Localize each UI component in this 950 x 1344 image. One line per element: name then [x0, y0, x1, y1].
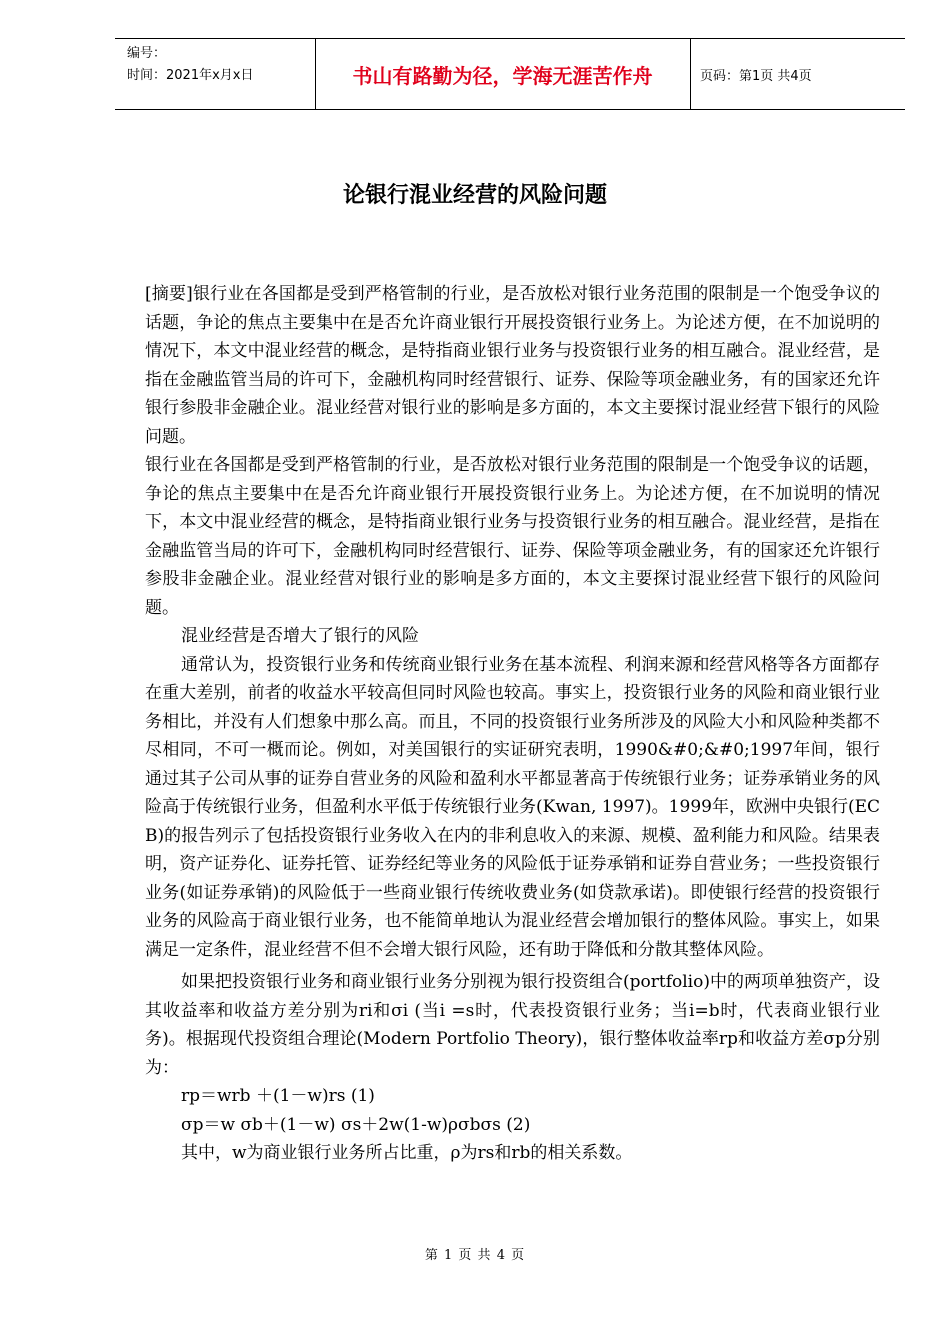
header-meta [127, 43, 253, 87]
body-paragraph: 其中，w为商业银行业务所占比重，ρ为rs和rb的相关系数。 [181, 1143, 633, 1163]
page-number-label: 页码：第1页 共4页 [700, 69, 812, 84]
number-label: 编号： [127, 46, 167, 61]
document-body [145, 280, 880, 1168]
formula-2: σp＝w σb＋(1－w) σs＋2w(1-w)ρσbσs (2) [181, 1114, 531, 1135]
formula-1: rp＝wrb ＋(1－w)rs (1) [181, 1086, 375, 1106]
document-title: 论银行混业经营的风险问题 [342, 183, 607, 208]
header-motto: 书山有路勤为径，学海无涯苦作舟 [352, 63, 653, 88]
abstract-paragraph: [摘要]银行业在各国都是受到严格管制的行业，是否放松对银行业务范围的限制是一个饱受争议的话题，争论的焦点主要集中在是否允许商业银行开展投资银行业务上。为论述方便，在不加说明的情况下，本文中混业经营的概念，是特指商业银行业务与投资银行业务的相互融合。混业经营，是指在金融监管当局的许可下，金融机构同时经营银行、证券、保险等项金融业务，有的国家还允许银行参股非金融企业。混业经营对银行业的影响是多方面的，本文主要探讨混业经营下银行的风险问题。 [145, 284, 880, 447]
body-paragraph: 通常认为，投资银行业务和传统商业银行业务在基本流程、利润来源和经营风格等各方面都存在重大差别，前者的收益水平较高但同时风险也较高。事实上，投资银行业务的风险和商业银行业务相比，并没有人们想象中那么高。而且，不同的投资银行业务所涉及的风险大小和风险种类都不尽相同，不可一概而论。例如，对美国银行的实证研究表明，1990&#0;&#0;1997年间，银行通过其子公司从事的证券自营业务的风险和盈利水平都显著高于传统银行业务；证券承销业务的风险高于传统银行业务，但盈利水平低于传统银行业务(Kwan, 1997)。1999年，欧洲中央银行(ECB)的报告列示了包括投资银行业务收入在内的非利息收入的来源、规模、盈利能力和风险。结果表明，资产证券化、证券托管、证券经纪等业务的风险低于证券承销和证券自营业务；一些投资银行业务(如证券承销)的风险低于一些商业银行传统收费业务(如贷款承诺)。即使银行经营的投资银行业务的风险高于商业银行业务，也不能简单地认为混业经营会增加银行的整体风险。事实上，如果满足一定条件，混业经营不但不会增大银行风险，还有助于降低和分散其整体风险。 [145, 654, 880, 960]
body-paragraph: 如果把投资银行业务和商业银行业务分别视为银行投资组合(portfolio)中的两项单独资产，设其收益率和收益方差分别为ri和σi (当i =s时，代表投资银行业务；当i=b时，代表商业银行业务)。根据现代投资组合理论(Modern Portfolio Theory)，银行整体收益率rp和收益方差σp分别为： [145, 972, 880, 1078]
time-label: 时间：2021年x月x日 [127, 68, 254, 83]
section-heading: 混业经营是否增大了银行的风险 [181, 626, 419, 646]
header-divider [690, 39, 691, 109]
body-paragraph: 银行业在各国都是受到严格管制的行业，是否放松对银行业务范围的限制是一个饱受争议的话题，争论的焦点主要集中在是否允许商业银行开展投资银行业务上。为论述方便，在不加说明的情况下，本文中混业经营的概念，是特指商业银行业务与投资银行业务的相互融合。混业经营，是指在金融监管当局的许可下，金融机构同时经营银行、证券、保险等项金融业务，有的国家还允许银行参股非金融企业。混业经营对银行业的影响是多方面的，本文主要探讨混业经营下银行的风险问题。 [145, 455, 880, 618]
page-footer: 第 1 页 共 4 页 [424, 1248, 526, 1263]
document-header [115, 38, 905, 110]
